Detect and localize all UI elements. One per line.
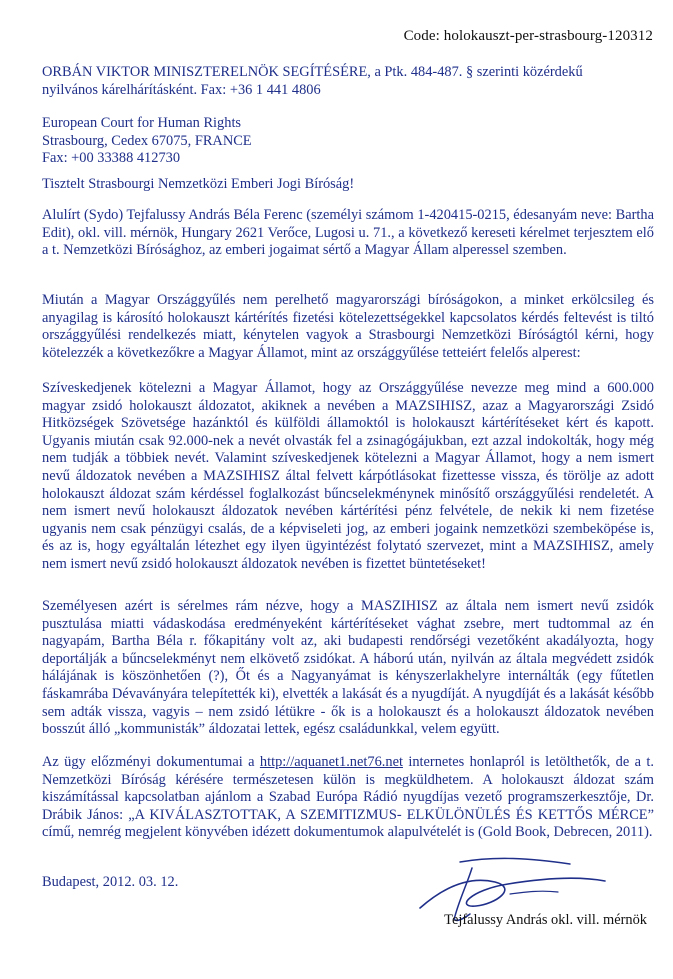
paragraph-4: Személyesen azért is sérelmes rám nézve, hogy a MASZIHISZ az általa nem ismert nevű zsidók pusztulása miatti vádaskodása eredményeként kártérítéseket vághat zsebre, mert tudtommal az én nagyapám, Bartha Béla r. főkapitány volt az, aki budapesti rendőrségi vezetőként akadályozta, hogy deportálják a bűncselekményt nem elkövető zsidókat. A háború után, nyilván az általa megvédett zsidók hálájának is köszönhetően (?), Őt és a Nagyanyámat is kényszerlakhelyre internálták (egy fűtetlen fáskamrába Dévaványára telepítették ki), elvették a lakását és a nyugdíját. A nyugdíját és a lakását később sem adták vissza, vagyis – nem zsidó létükre - ők is a holokauszt és a holokauszt áldozatok nevében bosszút álló „kommunisták” áldozatai lettek, egész családunkkal, velem együtt. <box>42 598 654 738</box>
court-address <box>42 115 654 168</box>
addressee-line-1: ORBÁN VIKTOR MINISZTERELNÖK SEGÍTÉSÉRE, a Ptk. 484-487. § szerinti közérdekű <box>42 64 583 80</box>
documents-link[interactable]: http://aquanet1.net76.net <box>259 754 403 770</box>
paragraph-5 <box>42 754 654 842</box>
court-fax: Fax: +00 33388 412730 <box>42 150 181 167</box>
court-city: Strasbourg, Cedex 67075, FRANCE <box>42 132 252 149</box>
paragraph-2: Miután a Magyar Országgyűlés nem perelhető magyarországi bíróságokon, a minket erkölcsileg és anyagilag is károsító holokauszt kártérítés fizetési kötelezettségekkel kapcsolatos kérdés feltevést is tiltó országgyűlési rendelkezés miatt, kénytelen vagyok a Strasbourgi Nemzetközi Bíróságtól kérni, hogy kötelezzék a következőkre a Magyar Államot, mint az országgyűlése tetteiért felelős alperest: <box>42 292 654 361</box>
addressee <box>42 64 654 99</box>
document-code: Code: holokauszt-per-strasbourg-120312 <box>403 28 653 44</box>
paragraph-5-end: internetes honlapról is letölthetők, de a t. Nemzetközi Bíróság kérésére természetesen külön is megküldhetem. A holokauszt áldozat szám kiszámítással kapcsolatban ajánlom a Szabad Európa Rádió nyugdíjas vezető programszerkesztője, Dr. Drábik János: „A KIVÁLASZTOTTAK, A SZEMITIZMUS- ELKÜLÖNÜLÉS ÉS KETTŐS MÉRCE” című, nemrég megjelent könyvében idézett dokumentumok alapulvételét is (Gold Book, Debrecen, 2011). <box>42 754 654 841</box>
signer-name: Tejfalussy András okl. vill. mérnök <box>444 912 647 928</box>
paragraph-1: Alulírt (Sydo) Tejfalussy András Béla Ferenc (személyi számom 1-420415-0215, édesanyám neve: Bartha Edit), okl. vill. mérnök, Hungary 2621 Verőce, Lugosi u. 71., a következő kereseti kérelmet terjesztem elő a t. Nemzetközi Bírósághoz, az emberi jogaimat sértő a Magyar Állam alperessel szemben. <box>42 207 654 259</box>
addressee-line-2: nyilvános kárelhárításként. Fax: +36 1 441 4806 <box>42 81 321 98</box>
court-name: European Court for Human Rights <box>42 115 242 131</box>
paragraph-5-start: Az ügy előzményi dokumentumai a <box>42 754 260 770</box>
greeting: Tisztelt Strasbourgi Nemzetközi Emberi Jogi Bíróság! <box>42 176 355 192</box>
letter-date: Budapest, 2012. 03. 12. <box>42 874 179 890</box>
paragraph-3: Szíveskedjenek kötelezni a Magyar Államot, hogy az Országgyűlése nevezze meg mind a 600.000 magyar zsidó holokauszt áldozatot, akiknek a nevében a MAZSIHISZ, azaz a Magyarországi Zsidó Hitközségek Szövetsége hazánktól és külföldi államoktól is holokauszt kártérítéseket kért és kapott. Ugyanis miután csak 92.000-nek a nevét olvasták fel a zsinagógájukban, ezt azzal indokolták, hogy még nem tudják a többiek nevét. Valamint szíveskedjenek kötelezni a Magyar Államot, hogy a nem ismert nevű áldozatok nevében a MAZSIHISZ által felvett kárpótlásokat fizettesse vissza, és törölje az adott holokauszt áldozat szám kérdéssel foglalkozást bűncselekménynek minősítő országgyűlési rendeletét. A nem ismert nevű holokauszt áldozatok nevében kártérítési pénz felvétele, de nekik ki nem fizetése ugyanis nem csak pénzügyi csalás, de a képviseleti jog, az emberi jogaink nemzetközi szembeköpése is, és az is, hogy egyáltalán létezhet egy ilyen ügyintézést folytató szervezet, mint a MAZSIHISZ, amely nem ismert nevű zsidó holokauszt áldozatok nevében is fizettet büntetéseket! <box>42 380 654 572</box>
